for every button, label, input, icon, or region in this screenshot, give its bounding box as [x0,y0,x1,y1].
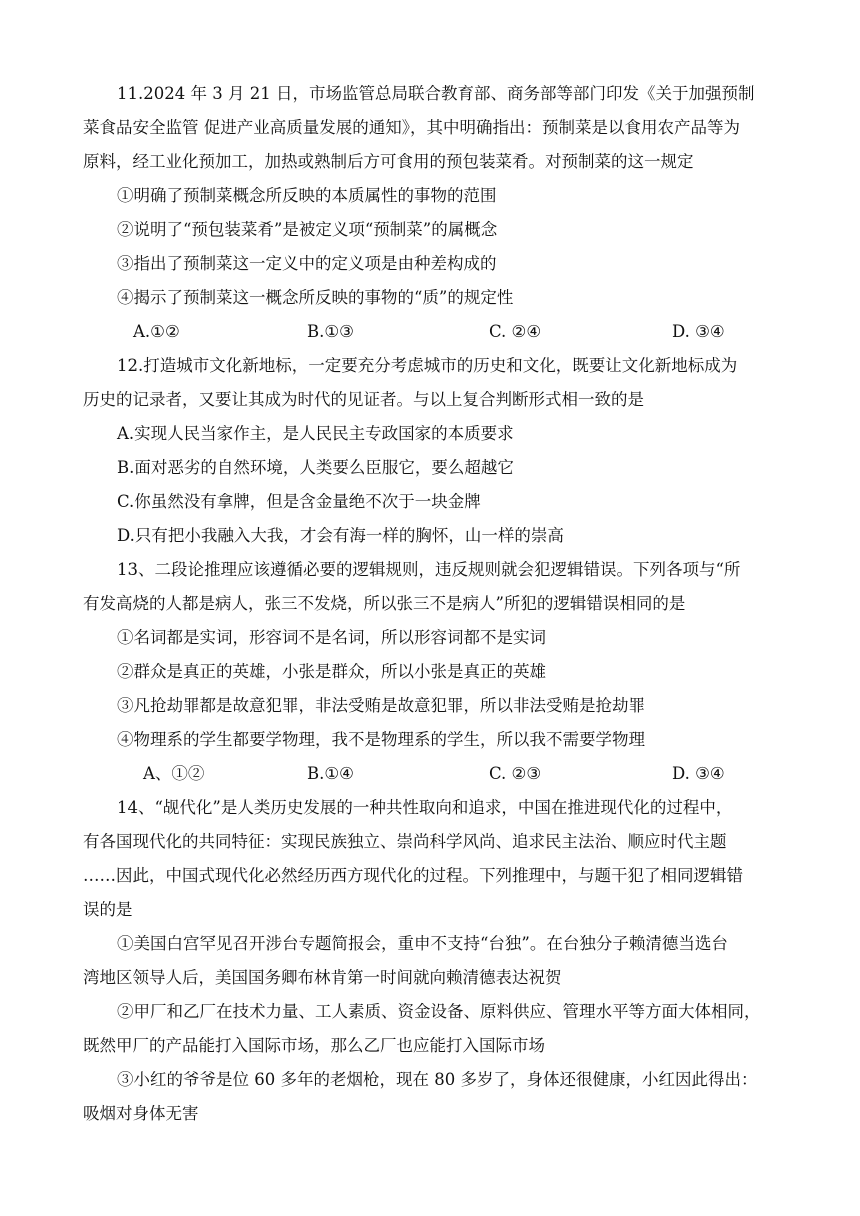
q13-option-c: C. ②③ [489,764,542,783]
q14-stem-line-1: 14、“觇代化”是人类历史发展的一种共性取向和追求，中国在推进现代化的过程中， [117,798,733,817]
q12-option-b: B.面对恶劣的自然环境，人类要么臣服它，要么超越它 [117,458,514,477]
q14-item-1-line-1: ①美国白宫罕见召开涉台专题简报会，重申不支持“台独”。在台独分子赖清德当选台 [117,934,728,953]
q13-item-3: ③凡抢劫罪都是故意犯罪，非法受贿是故意犯罪，所以非法受贿是抢劫罪 [117,696,645,715]
q11-item-3: ③指出了预制菜这一定义中的定义项是由种差构成的 [117,254,497,273]
q11-item-4: ④揭示了预制菜这一概念所反映的事物的“质”的规定性 [117,288,514,307]
q11-option-c: C. ②④ [489,322,542,341]
q13-option-d: D. ③④ [672,764,725,783]
q13-option-b: B.①④ [307,764,354,783]
q14-item-2-line-1: ②甲厂和乙厂在技术力量、工人素质、资金设备、原料供应、管理水平等方面大体相同， [117,1002,761,1021]
q13-stem-line-1: 13、二段论推理应该遵循必要的逻辑规则，违反规则就会犯逻辑错误。下列各项与“所 [117,560,741,579]
q12-stem-line-2: 历史的记录者，又要让其成为时代的见证者。与以上复合判断形式相一致的是 [83,390,644,409]
q11-stem-line-1: 11.2024 年 3 月 21 日，市场监管总局联合教育部、商务部等部门印发《关于加强预制 [117,84,755,103]
q13-item-2: ②群众是真正的英雄，小张是群众，所以小张是真正的英雄 [117,662,546,681]
q11-option-b: B.①③ [307,322,354,341]
q14-stem-line-3: ……因此，中国式现代化必然经历西方现代化的过程。下列推理中，与题干犯了相同逻辑错 [83,866,743,885]
q12-option-c: C.你虽然没有拿牌，但是含金量绝不次于一块金牌 [117,492,481,511]
q13-item-1: ①名词都是实词，形容词不是名词，所以形容词都不是实词 [117,628,546,647]
q14-stem-line-2: 有各国现代化的共同特征：实现民族独立、崇尚科学风尚、追求民主法治、顺应时代主题 [83,832,727,851]
q13-option-a: A、①② [143,764,205,783]
q11-stem-line-3: 原料，经工业化预加工，加热或熟制后方可食用的预包装菜肴。对预制菜的这一规定 [83,152,694,171]
q11-option-a: A.①② [133,322,180,341]
q11-option-d: D. ③④ [672,322,725,341]
q11-item-2: ②说明了“预包装菜肴”是被定义项“预制菜”的属概念 [117,220,498,239]
q14-item-3-line-1: ③小红的爷爷是位 60 多年的老烟枪，现在 80 多岁了，身体还很健康，小红因此得出： [117,1070,758,1089]
q12-option-d: D.只有把小我融入大我，才会有海一样的胸怀，山一样的崇高 [117,526,564,545]
q14-item-2-line-2: 既然甲厂的产品能打入国际市场，那么乙厂也应能打入国际市场 [83,1036,545,1055]
q11-item-1: ①明确了预制菜概念所反映的本质属性的事物的范围 [117,186,497,205]
q14-item-1-line-2: 湾地区领导人后，美国国务卿布林肯第一时间就向赖清德表达祝贺 [83,968,562,987]
q14-item-3-line-2: 吸烟对身体无害 [83,1104,199,1123]
q13-item-4: ④物理系的学生都要学物理，我不是物理系的学生，所以我不需要学物理 [117,730,645,749]
q14-stem-line-4: 误的是 [83,900,133,919]
q13-stem-line-2: 有发高烧的人都是病人，张三不发烧，所以张三不是病人”所犯的逻辑错误相同的是 [83,594,686,613]
q12-option-a: A.实现人民当家作主，是人民民主专政国家的本质要求 [117,424,514,443]
q12-stem-line-1: 12.打造城市文化新地标，一定要充分考虑城市的历史和文化，既要让文化新地标成为 [117,356,738,375]
q11-stem-line-2: 菜食品安全监管 促进产业高质量发展的通知》，其中明确指出：预制菜是以食用农产品等为 [83,118,740,137]
